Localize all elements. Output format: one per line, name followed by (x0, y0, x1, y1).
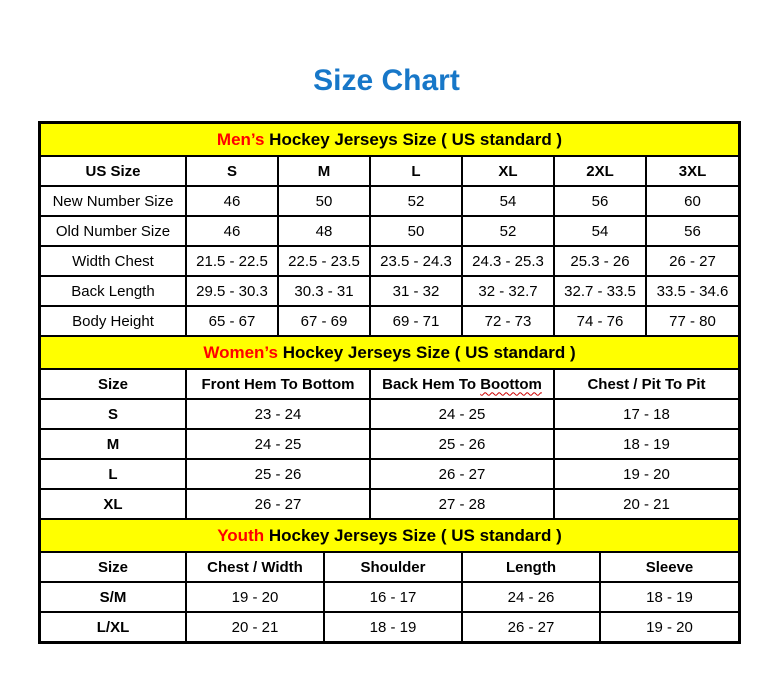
youth-header-row (41, 553, 738, 582)
size-value-cell: 23.5 - 24.3 (370, 246, 462, 276)
youth-heading-band (41, 520, 738, 553)
mens-column-header: L (370, 157, 462, 186)
size-value-cell: 19 - 20 (186, 582, 324, 612)
size-value-cell: 32 - 32.7 (462, 276, 554, 306)
womens-column-header: Front Hem To Bottom (186, 370, 370, 399)
size-value-cell: 52 (462, 216, 554, 246)
size-value-cell: 54 (554, 216, 646, 246)
column-header-text: Back Hem To (382, 375, 481, 393)
size-value-cell: 25 - 26 (370, 429, 554, 459)
womens-row-label: L (41, 459, 186, 489)
womens-size-table (41, 370, 738, 520)
table-row (41, 582, 738, 612)
size-value-cell: 20 - 21 (186, 612, 324, 641)
mens-row-label: Back Length (41, 276, 186, 306)
size-value-cell: 30.3 - 31 (278, 276, 370, 306)
mens-heading-band (41, 124, 738, 157)
mens-column-header: US Size (41, 157, 186, 186)
mens-heading-text: Hockey Jerseys Size ( US standard ) (264, 130, 563, 149)
page-title: Size Chart (313, 64, 460, 97)
mens-heading-accent: Men’s (216, 130, 265, 149)
youth-row-label: S/M (41, 582, 186, 612)
size-value-cell: 25.3 - 26 (554, 246, 646, 276)
size-value-cell: 60 (646, 186, 738, 216)
size-value-cell: 16 - 17 (324, 582, 462, 612)
size-value-cell: 24 - 26 (462, 582, 600, 612)
mens-column-header: 3XL (646, 157, 738, 186)
size-value-cell: 32.7 - 33.5 (554, 276, 646, 306)
size-value-cell: 17 - 18 (554, 399, 738, 429)
size-value-cell: 18 - 19 (554, 429, 738, 459)
spellcheck-squiggle-word: Boottom (480, 375, 542, 393)
mens-size-table (41, 157, 738, 337)
size-value-cell: 27 - 28 (370, 489, 554, 519)
table-row (41, 612, 738, 641)
youth-column-header: Size (41, 553, 186, 582)
size-value-cell: 54 (462, 186, 554, 216)
size-value-cell: 31 - 32 (370, 276, 462, 306)
size-value-cell: 19 - 20 (554, 459, 738, 489)
table-row (41, 459, 738, 489)
size-value-cell: 46 (186, 186, 278, 216)
section-womens (41, 337, 738, 520)
size-value-cell: 67 - 69 (278, 306, 370, 336)
size-value-cell: 69 - 71 (370, 306, 462, 336)
table-row (41, 276, 738, 306)
womens-heading-accent: Women’s (203, 343, 278, 362)
size-value-cell: 72 - 73 (462, 306, 554, 336)
youth-column-header: Sleeve (600, 553, 738, 582)
youth-row-label: L/XL (41, 612, 186, 641)
size-value-cell: 23 - 24 (186, 399, 370, 429)
womens-column-header: Chest / Pit To Pit (554, 370, 738, 399)
mens-column-header: 2XL (554, 157, 646, 186)
womens-row-label: S (41, 399, 186, 429)
size-value-cell: 65 - 67 (186, 306, 278, 336)
table-row (41, 246, 738, 276)
size-value-cell: 50 (370, 216, 462, 246)
size-value-cell: 46 (186, 216, 278, 246)
womens-column-header (370, 370, 554, 399)
womens-column-header: Size (41, 370, 186, 399)
size-value-cell: 24 - 25 (370, 399, 554, 429)
size-value-cell: 52 (370, 186, 462, 216)
mens-row-label: Old Number Size (41, 216, 186, 246)
size-value-cell: 33.5 - 34.6 (646, 276, 738, 306)
size-value-cell: 56 (554, 186, 646, 216)
womens-row-label: M (41, 429, 186, 459)
womens-header-row (41, 370, 738, 399)
youth-column-header: Chest / Width (186, 553, 324, 582)
size-value-cell: 21.5 - 22.5 (186, 246, 278, 276)
table-row (41, 429, 738, 459)
size-value-cell: 26 - 27 (646, 246, 738, 276)
size-value-cell: 50 (278, 186, 370, 216)
size-value-cell: 77 - 80 (646, 306, 738, 336)
size-value-cell: 26 - 27 (462, 612, 600, 641)
size-value-cell: 29.5 - 30.3 (186, 276, 278, 306)
mens-header-row (41, 157, 738, 186)
size-value-cell: 74 - 76 (554, 306, 646, 336)
table-row (41, 399, 738, 429)
size-value-cell: 25 - 26 (186, 459, 370, 489)
size-value-cell: 20 - 21 (554, 489, 738, 519)
table-row (41, 489, 738, 519)
mens-column-header: M (278, 157, 370, 186)
table-row (41, 306, 738, 336)
size-value-cell: 24 - 25 (186, 429, 370, 459)
youth-column-header: Shoulder (324, 553, 462, 582)
size-value-cell: 24.3 - 25.3 (462, 246, 554, 276)
mens-row-label: Width Chest (41, 246, 186, 276)
table-row (41, 216, 738, 246)
size-value-cell: 22.5 - 23.5 (278, 246, 370, 276)
size-value-cell: 18 - 19 (600, 582, 738, 612)
size-value-cell: 48 (278, 216, 370, 246)
womens-heading-band (41, 337, 738, 370)
mens-column-header: S (186, 157, 278, 186)
mens-row-label: New Number Size (41, 186, 186, 216)
youth-column-header: Length (462, 553, 600, 582)
youth-size-table (41, 553, 738, 641)
womens-heading-text: Hockey Jerseys Size ( US standard ) (277, 343, 576, 362)
size-value-cell: 18 - 19 (324, 612, 462, 641)
section-mens (41, 124, 738, 337)
womens-row-label: XL (41, 489, 186, 519)
table-row (41, 186, 738, 216)
size-value-cell: 19 - 20 (600, 612, 738, 641)
mens-row-label: Body Height (41, 306, 186, 336)
mens-column-header: XL (462, 157, 554, 186)
youth-heading-accent: Youth (217, 526, 265, 545)
section-youth (41, 520, 738, 641)
size-value-cell: 26 - 27 (186, 489, 370, 519)
size-value-cell: 26 - 27 (370, 459, 554, 489)
youth-heading-text: Hockey Jerseys Size ( US standard ) (264, 526, 562, 545)
size-chart (38, 121, 741, 644)
size-value-cell: 56 (646, 216, 738, 246)
